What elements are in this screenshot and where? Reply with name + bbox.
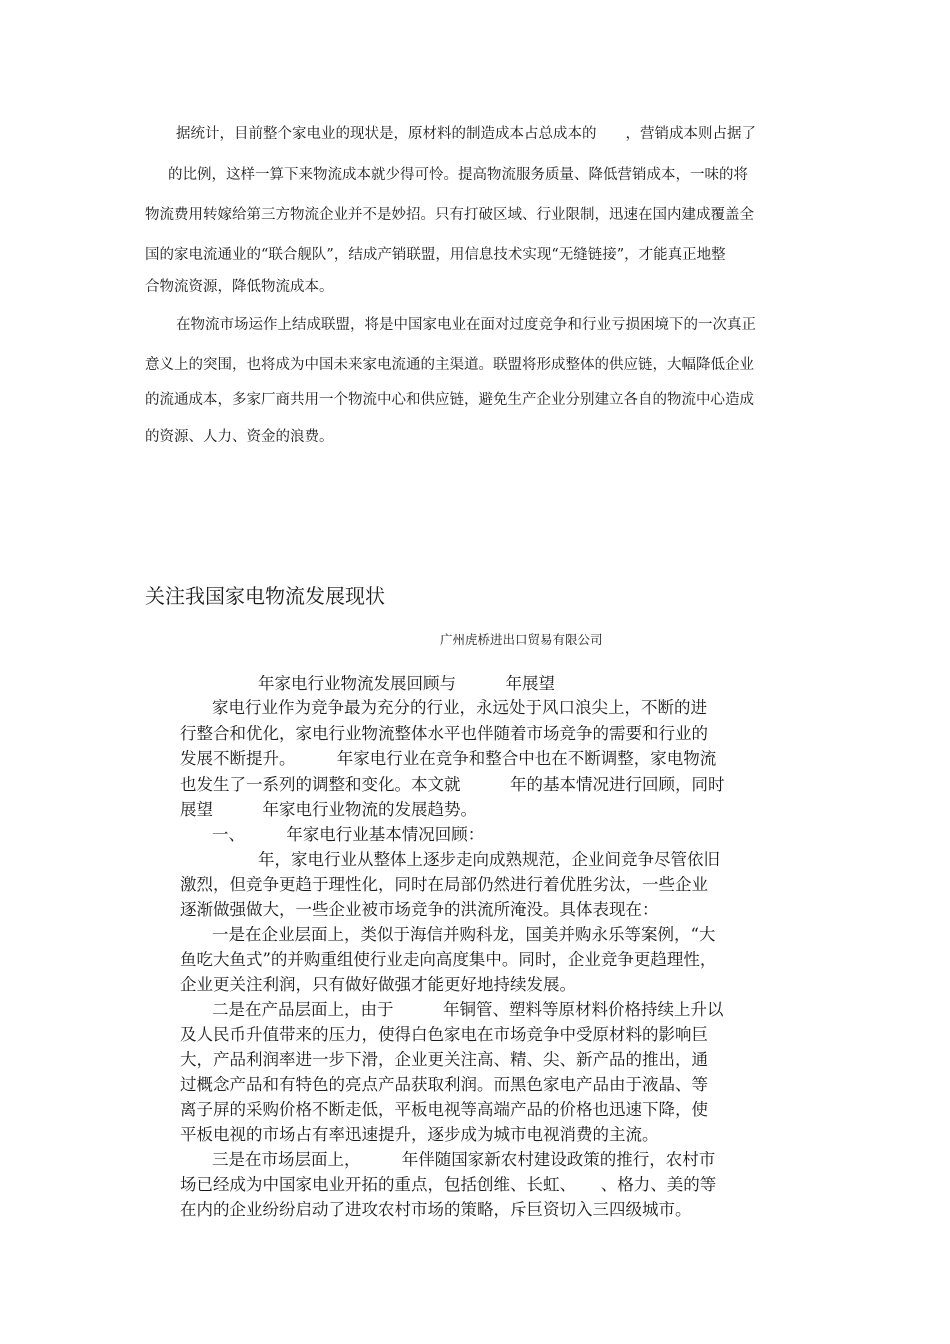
paragraph-line: 一是在企业层面上，类似于海信并购科龙，国美并购永乐等案例，“大 <box>212 925 716 944</box>
paragraph-line: 物流费用转嫁给第三方物流企业并不是妙招。只有打破区域、行业限制，迅速在国内建成覆盖全 <box>145 207 754 223</box>
company-name: 广州虎桥进出口贸易有限公司 <box>440 632 603 647</box>
paragraph-line: 国的家电流通业的“联合舰队”，结成产销联盟，用信息技术实现“无缝链接”，才能真正地整 <box>145 247 726 263</box>
paragraph-line: 激烈，但竞争更趋于理性化，同时在局部仍然进行着优胜劣汰，一些企业 <box>180 875 708 894</box>
paragraph-line: 三是在市场层面上， 年伴随国家新农村建设政策的推行，农村市 <box>212 1150 716 1169</box>
paragraph-line: 的资源、人力、资金的浪费。 <box>145 429 334 445</box>
paragraph-line: 的流通成本，多家厂商共用一个物流中心和供应链，避免生产企业分别建立各自的物流中心造成 <box>145 392 754 408</box>
paragraph-line: 合物流资源，降低物流成本。 <box>145 279 334 295</box>
paragraph-line: 展望 年家电行业物流的发展趋势。 <box>180 800 477 819</box>
paragraph-line: 发展不断提升。 年家电行业在竞争和整合中也在不断调整，家电物流 <box>180 749 717 768</box>
paragraph-line: 大，产品利润率进一步下滑，企业更关注高、精、尖、新产品的推出，通 <box>180 1050 708 1069</box>
section-heading: 一、 年家电行业基本情况回顾： <box>212 825 485 844</box>
paragraph-line: 在物流市场运作上结成联盟，将是中国家电业在面对过度竞争和行业亏损困境下的一次真正 <box>176 317 756 333</box>
paragraph-line: 在内的企业纷纷启动了进攻农村市场的策略，斥巨资切入三四级城市。 <box>180 1200 692 1219</box>
paragraph-line: 二是在产品层面上，由于 年铜管、塑料等原材料价格持续上升以 <box>212 1000 724 1019</box>
paragraph-line: 年，家电行业从整体上逐步走向成熟规范，企业间竞争尽管依旧 <box>258 850 720 869</box>
paragraph-line: 的比例，这样一算下来物流成本就少得可怜。提高物流服务质量、降低营销成本，一味的将 <box>168 167 748 183</box>
paragraph-line: 过概念产品和有特色的亮点产品获取利润。而黑色家电产品由于液晶、等 <box>180 1075 708 1094</box>
paragraph-line: 鱼吃大鱼式”的并购重组使行业走向高度集中。同时，企业竞争更趋理性， <box>180 950 717 969</box>
paragraph-line: 也发生了一系列的调整和变化。本文就 年的基本情况进行回顾，同时 <box>180 775 725 794</box>
paragraph-line: 逐渐做强做大，一些企业被市场竞争的洪流所淹没。具体表现在： <box>180 900 659 919</box>
paragraph-line: 离子屏的采购价格不断走低，平板电视等高端产品的价格也迅速下降，使 <box>180 1100 708 1119</box>
paragraph-line: 场已经成为中国家电业开拓的重点，包括创维、长虹、 、格力、美的等 <box>180 1175 717 1194</box>
paragraph-line: 家电行业作为竞争最为充分的行业，永远处于风口浪尖上，不断的进 <box>212 698 707 717</box>
article-subtitle: 年家电行业物流发展回顾与 年展望 <box>258 674 555 693</box>
paragraph-line: 及人民币升值带来的压力，使得白色家电在市场竞争中受原材料的影响巨 <box>180 1025 708 1044</box>
article-title: 关注我国家电物流发展现状 <box>145 584 385 608</box>
paragraph-line: 企业更关注利润，只有做好做强才能更好地持续发展。 <box>180 975 576 994</box>
paragraph-line: 平板电视的市场占有率迅速提升，逐步成为城市电视消费的主流。 <box>180 1125 659 1144</box>
paragraph-line: 据统计，目前整个家电业的现状是，原材料的制造成本占总成本的 ，营销成本则占据了 <box>176 126 756 142</box>
paragraph-line: 行整合和优化，家电行业物流整体水平也伴随着市场竞争的需要和行业的 <box>180 724 708 743</box>
paragraph-line: 意义上的突围，也将成为中国未来家电流通的主渠道。联盟将形成整体的供应链，大幅降低企业 <box>145 357 754 373</box>
